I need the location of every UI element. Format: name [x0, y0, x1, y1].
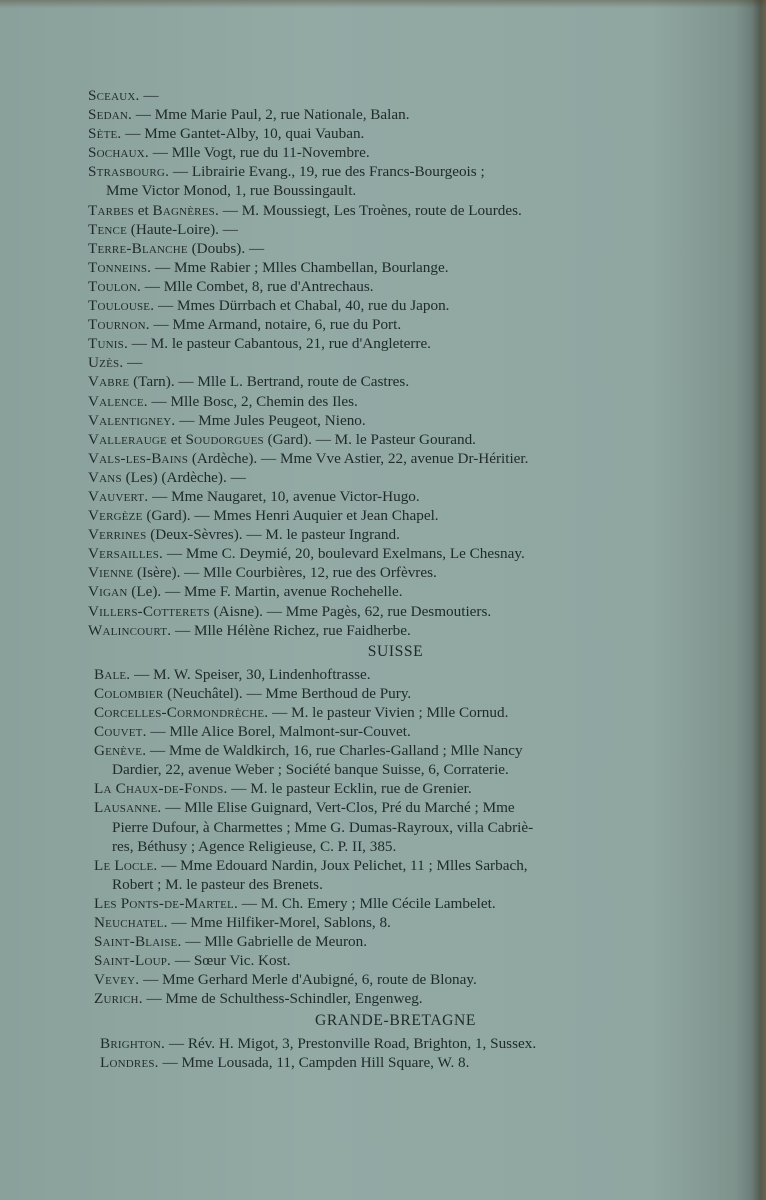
directory-entry — [88, 124, 663, 143]
address-directory — [88, 86, 663, 1072]
entry-text: — Mme Marie Paul, 2, rue Nationale, Balan. — [132, 106, 410, 124]
entry-place: Sedan. — [88, 106, 132, 124]
directory-entry — [88, 86, 663, 105]
directory-entry — [94, 989, 663, 1008]
directory-entry — [88, 220, 663, 239]
entry-text: (Tarn). — Mlle L. Bertrand, route de Castres. — [129, 373, 410, 391]
entry-text: — Mlle Combet, 8, rue d'Antrechaus. — [140, 277, 374, 295]
directory-entry — [88, 449, 663, 468]
directory-entry — [88, 563, 663, 582]
entry-place: Couvet. — [94, 723, 147, 741]
directory-entry — [94, 684, 663, 703]
directory-entry — [88, 258, 663, 277]
entry-place: Vigan — [88, 583, 128, 601]
directory-entry — [88, 582, 663, 601]
entry-place: Colombier — [94, 684, 164, 702]
entry-place: Valence. — [88, 392, 148, 410]
entry-place: Tunis. — [88, 335, 128, 353]
entry-place: Les Ponts-de-Martel. — [94, 894, 238, 912]
directory-entry — [94, 913, 663, 932]
entry-text: — Mme Gerhard Merle d'Aubigné, 6, route de Blonay. — [139, 971, 477, 989]
entry-conjunction: et — [133, 201, 153, 219]
entry-text: — Rév. H. Migot, 3, Prestonville Road, Brighton, 1, Sussex. — [165, 1034, 537, 1052]
entry-text: — M. Moussiegt, Les Troènes, route de Lourdes. — [218, 201, 522, 219]
entry-continuation: res, Béthusy ; Agence Religieuse, C. P. II, 385. — [112, 837, 397, 855]
entry-place: Saint-Blaise. — [94, 933, 182, 951]
directory-entry — [88, 334, 663, 353]
entry-place: Verrines — [88, 526, 147, 544]
directory-entry — [88, 621, 663, 640]
entry-continuation: Robert ; M. le pasteur des Brenets. — [112, 875, 323, 893]
directory-entry — [88, 602, 663, 621]
entry-text: — Mlle Bosc, 2, Chemin des Iles. — [147, 392, 358, 410]
entry-text: — Mme de Waldkirch, 16, rue Charles-Galland ; Mlle Nancy — [146, 742, 523, 760]
entry-place: Tence — [88, 220, 127, 238]
entry-text: — Mme Gantet-Alby, 10, quai Vauban. — [121, 125, 365, 143]
entry-place: Saint-Loup. — [94, 952, 172, 970]
entry-place: Terre-Blanche — [88, 239, 188, 257]
entry-place: Walincourt. — [88, 621, 172, 639]
entry-place: Vallerauge — [88, 430, 167, 448]
entry-text: — Mme Jules Peugeot, Nieno. — [175, 411, 366, 429]
entry-text: — Mme de Schulthess-Schindler, Engenweg. — [142, 990, 423, 1008]
entry-place: Sète. — [88, 125, 122, 143]
directory-entry — [94, 665, 663, 684]
entry-text: — Mlle Vogt, rue du 11-Novembre. — [148, 144, 370, 162]
entry-text: — Mme Naugaret, 10, avenue Victor-Hugo. — [148, 487, 420, 505]
directory-entry — [88, 201, 663, 220]
directory-entry — [88, 430, 663, 449]
directory-entry — [88, 392, 663, 411]
entry-place: Valentigney. — [88, 411, 176, 429]
directory-entry — [88, 544, 663, 563]
entry-text: (Gard). — Mmes Henri Auquier et Jean Chapel. — [142, 507, 439, 525]
directory-entry — [94, 779, 663, 798]
entry-text: — Mme Edouard Nardin, Joux Pelichet, 11 ; Mlles Sarbach, — [157, 856, 528, 874]
entry-place: Le Locle. — [94, 856, 158, 874]
entry-text: — Mlle Alice Borel, Malmont-sur-Couvet. — [146, 723, 411, 741]
directory-entry — [94, 894, 663, 913]
directory-entry — [94, 951, 663, 970]
directory-entry — [88, 372, 663, 391]
page-binding-edge — [752, 0, 766, 1200]
entry-text: — Mme Armand, notaire, 6, rue du Port. — [149, 316, 402, 334]
entry-place: Vevey. — [94, 971, 140, 989]
entry-continuation: Pierre Dufour, à Charmettes ; Mme G. Dumas-Rayroux, villa Cabriè- — [112, 818, 534, 836]
entry-place: Vals-les-Bains — [88, 449, 189, 467]
entry-place: Villers-Cotterets — [88, 602, 210, 620]
entry-place: Uzès. — [88, 354, 124, 372]
entry-text: — M. W. Speiser, 30, Lindenhoftrasse. — [130, 665, 371, 683]
entry-text: — Librairie Evang., 19, rue des Francs-Bourgeois ; — [169, 163, 485, 181]
entry-text: — Mlle Elise Guignard, Vert-Clos, Pré du Marché ; Mme — [161, 799, 515, 817]
entry-place: Toulouse. — [88, 297, 155, 315]
entry-continuation: Dardier, 22, avenue Weber ; Société banque Suisse, 6, Corraterie. — [112, 761, 509, 779]
directory-entry — [88, 315, 663, 334]
entry-place: Neuchatel. — [94, 914, 168, 932]
entry-place: Bale. — [94, 665, 131, 683]
entry-place: Versailles. — [88, 545, 164, 563]
entry-text: (Les) (Ardèche). — — [121, 468, 246, 486]
entry-text: (Aisne). — Mme Pagès, 62, rue Desmoutiers. — [209, 602, 492, 620]
directory-entry — [88, 296, 663, 315]
entry-text: — Sœur Vic. Kost. — [171, 952, 291, 970]
entry-place: Strasbourg. — [88, 163, 170, 181]
directory-entry — [94, 932, 663, 951]
grande-bretagne-entries — [88, 1034, 663, 1072]
entry-place: Tournon. — [88, 316, 150, 334]
entry-place: Sochaux. — [88, 144, 149, 162]
entry-place: La Chaux-de-Fonds. — [94, 780, 228, 798]
directory-entry — [88, 468, 663, 487]
directory-entry — [88, 162, 663, 200]
directory-entry — [94, 741, 663, 779]
entry-conjunction: et — [166, 430, 186, 448]
entry-place: Tonneins. — [88, 258, 152, 276]
entry-text: — Mme Rabier ; Mlles Chambellan, Bourlange. — [151, 258, 449, 276]
entry-place: Brighton. — [100, 1034, 166, 1052]
entry-text: (Doubs). — — [187, 239, 265, 257]
entry-place: Vans — [88, 468, 122, 486]
page-top-shadow — [0, 0, 766, 8]
entry-place: Toulon. — [88, 277, 141, 295]
entry-text: (Isère). — Mlle Courbières, 12, rue des Orfèvres. — [133, 564, 437, 582]
directory-entry — [88, 506, 663, 525]
entry-text: — M. Ch. Emery ; Mlle Cécile Lambelet. — [237, 894, 496, 912]
entry-text: — Mlle Gabrielle de Meuron. — [181, 933, 368, 951]
entry-text: (Haute-Loire). — — [127, 220, 238, 238]
entry-text: — Mme C. Deymié, 20, boulevard Exelmans, Le Chesnay. — [163, 545, 525, 563]
entry-place-second: Bagnères. — [152, 201, 219, 219]
directory-entry — [100, 1034, 663, 1053]
directory-entry — [94, 798, 663, 855]
directory-entry — [94, 856, 663, 894]
directory-entry — [88, 353, 663, 372]
entry-place: Vabre — [88, 373, 130, 391]
directory-entry — [94, 722, 663, 741]
entry-text: — Mlle Hélène Richez, rue Faidherbe. — [171, 621, 411, 639]
section-heading-grande-bretagne: GRANDE-BRETAGNE — [314, 1011, 477, 1029]
entry-place: Lausanne. — [94, 799, 162, 817]
directory-entry — [94, 970, 663, 989]
entry-text: — M. le pasteur Vivien ; Mlle Cornud. — [268, 704, 509, 721]
entry-place: Vienne — [88, 564, 134, 582]
entry-text: (Gard). — M. le Pasteur Gourand. — [263, 430, 476, 448]
section-heading-suisse: SUISSE — [367, 642, 424, 660]
entry-place: Londres. — [100, 1053, 159, 1071]
directory-entry — [88, 525, 663, 544]
entry-continuation: Mme Victor Monod, 1, rue Boussingault. — [106, 182, 357, 200]
entry-place: Zurich. — [94, 990, 143, 1008]
entry-text: — Mmes Dürrbach et Chabal, 40, rue du Japon. — [154, 297, 450, 315]
suisse-entries — [88, 665, 663, 1009]
directory-entry — [100, 1053, 663, 1072]
entry-text: — Mme Hilfiker-Morel, Sablons, 8. — [167, 914, 391, 932]
entry-text: (Ardèche). — Mme Vve Astier, 22, avenue Dr-Héritier. — [188, 449, 529, 467]
entry-text: — — [139, 87, 159, 104]
entry-text: — Mme Lousada, 11, Campden Hill Square, W. 8. — [158, 1053, 470, 1071]
directory-entry — [88, 143, 663, 162]
entry-text: — M. le pasteur Cabantous, 21, rue d'Angleterre. — [127, 335, 431, 353]
entry-place: Vergèze — [88, 507, 143, 525]
entry-text: — M. le pasteur Ecklin, rue de Grenier. — [227, 780, 472, 798]
directory-entry — [94, 703, 663, 722]
entry-place: Corcelles-Cormondrèche. — [94, 704, 269, 721]
directory-entry — [88, 239, 663, 258]
entry-place: Vauvert. — [88, 487, 149, 505]
france-entries — [88, 86, 663, 640]
entry-text: — — [123, 354, 143, 372]
entry-place: Sceaux. — [88, 87, 140, 104]
entry-text: (Le). — Mme F. Martin, avenue Rochehelle. — [127, 583, 403, 601]
entry-text: (Neuchâtel). — Mme Berthoud de Pury. — [163, 684, 412, 702]
directory-entry — [88, 277, 663, 296]
entry-place: Genève. — [94, 742, 147, 760]
entry-place: Tarbes — [88, 201, 134, 219]
entry-text: (Deux-Sèvres). — M. le pasteur Ingrand. — [146, 526, 400, 544]
directory-entry — [88, 411, 663, 430]
directory-entry — [88, 487, 663, 506]
entry-place-second: Soudorgues — [185, 430, 264, 448]
directory-entry — [88, 105, 663, 124]
